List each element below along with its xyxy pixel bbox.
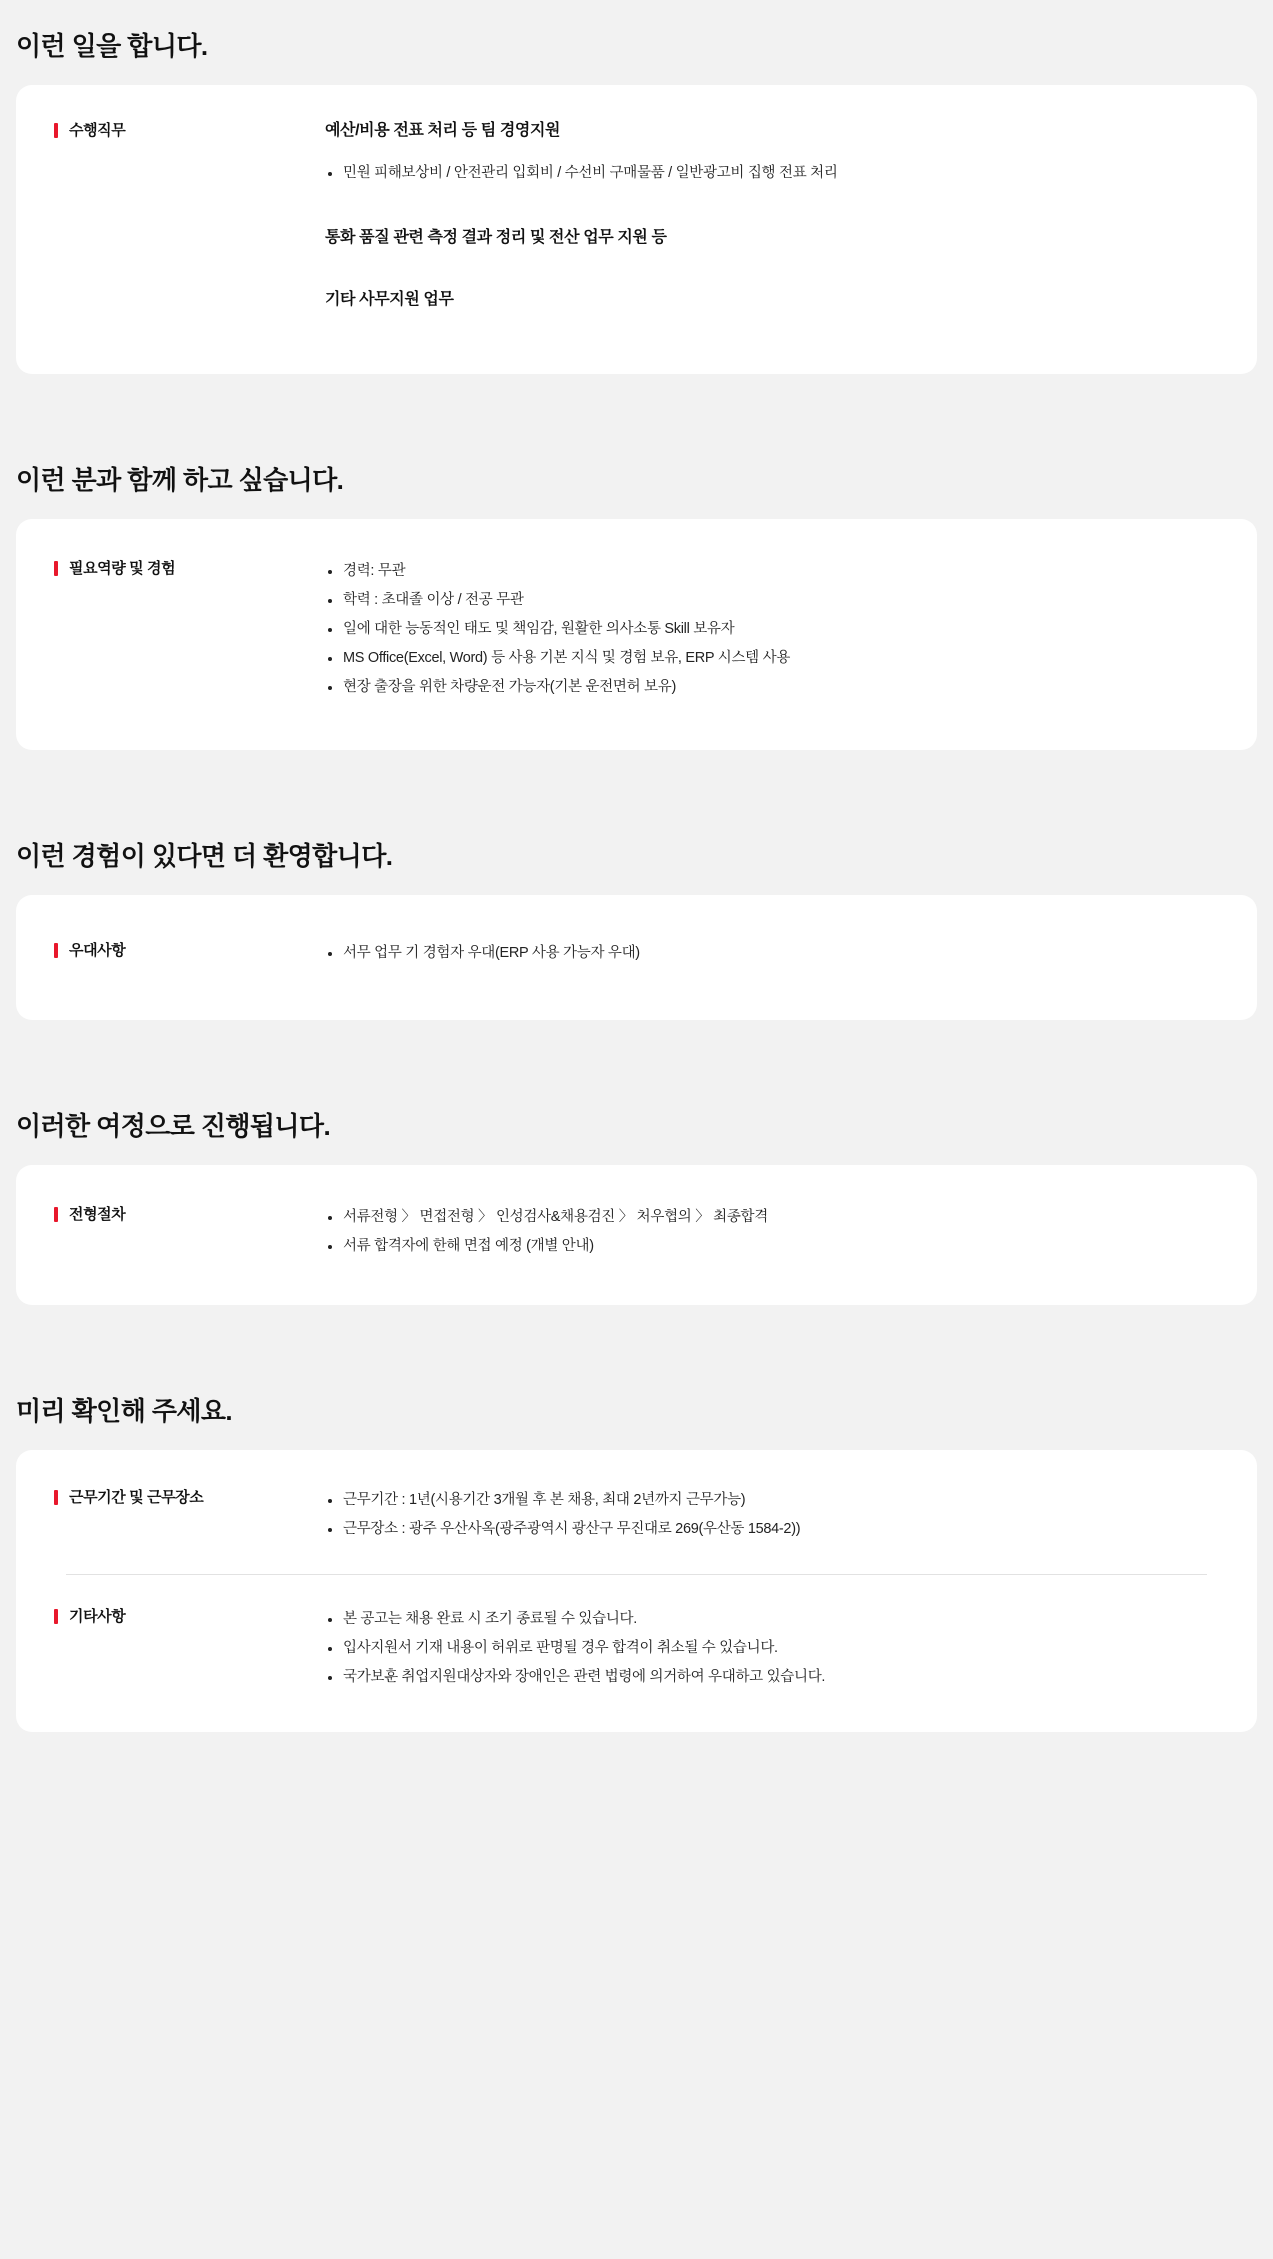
row-worklocation	[54, 1486, 1219, 1544]
list-item: 경력: 무관	[325, 557, 1219, 586]
row-requirements	[54, 557, 1219, 702]
list-item: 일에 대한 능동적인 태도 및 책임감, 원활한 의사소통 Skill 보유자	[325, 615, 1219, 644]
card-preferred	[16, 895, 1257, 1020]
row-label-duties	[54, 119, 319, 141]
section-title-check: 미리 확인해 주세요.	[16, 1396, 232, 1426]
list-item: 서류 합격자에 한해 면접 예정 (개별 안내)	[325, 1232, 1219, 1261]
section-process	[16, 1106, 1257, 1305]
list-item: 근무장소 : 광주 우산사옥(광주광역시 광산구 무진대로 269(우산동 1584-2))	[325, 1515, 1219, 1544]
row-label-text-preferred: 우대사항	[69, 942, 126, 959]
list-item: 본 공고는 채용 완료 시 조기 종료될 수 있습니다.	[325, 1605, 1219, 1634]
card-check	[16, 1450, 1257, 1732]
row-content-process	[319, 1203, 1219, 1261]
row-label-text-worklocation: 근무기간 및 근무장소	[69, 1489, 204, 1506]
duty-heading-1: 예산/비용 전표 처리 등 팀 경영지원	[325, 122, 561, 139]
card-divider	[66, 1574, 1207, 1575]
row-label-text-duties: 수행직무	[69, 122, 126, 139]
worklocation-bullets	[325, 1486, 1219, 1544]
accent-bar-icon	[54, 123, 58, 138]
section-check	[16, 1391, 1257, 1732]
list-item: MS Office(Excel, Word) 등 사용 기본 지식 및 경험 보유, ERP 시스템 사용	[325, 644, 1219, 673]
section-requirements	[16, 460, 1257, 750]
preferred-bullets	[325, 939, 1219, 968]
list-item: 민원 피해보상비 / 안전관리 입회비 / 수선비 구매물품 / 일반광고비 집행 전표 처리	[325, 159, 1219, 188]
section-preferred	[16, 836, 1257, 1020]
section-title-duties: 이런 일을 합니다.	[16, 31, 208, 61]
card-requirements	[16, 519, 1257, 750]
section-title-process: 이러한 여정으로 진행됩니다.	[16, 1111, 331, 1141]
list-item: 입사지원서 기재 내용이 허위로 판명될 경우 합격이 취소될 수 있습니다.	[325, 1634, 1219, 1663]
accent-bar-icon	[54, 1207, 58, 1222]
row-label-text-requirements: 필요역량 및 경험	[69, 560, 176, 577]
accent-bar-icon	[54, 943, 58, 958]
requirement-bullets	[325, 557, 1219, 702]
list-item: 서무 업무 기 경험자 우대(ERP 사용 가능자 우대)	[325, 939, 1219, 968]
row-content-preferred	[319, 939, 1219, 968]
row-content-duties	[319, 119, 1219, 328]
row-label-preferred	[54, 939, 319, 961]
row-process	[54, 1203, 1219, 1261]
row-label-etc	[54, 1605, 319, 1627]
card-process	[16, 1165, 1257, 1305]
list-item: 국가보훈 취업지원대상자와 장애인은 관련 법령에 의거하여 우대하고 있습니다.	[325, 1663, 1219, 1692]
row-label-requirements	[54, 557, 319, 579]
row-duties	[54, 119, 1219, 328]
duty-bullets-1	[325, 159, 1219, 188]
list-item: 서류전형 〉 면접전형 〉 인성검사&채용검진 〉 처우협의 〉 최종합격	[325, 1203, 1219, 1232]
section-title-preferred: 이런 경험이 있다면 더 환영합니다.	[16, 841, 393, 871]
list-item: 근무기간 : 1년(시용기간 3개월 후 본 채용, 최대 2년까지 근무가능)	[325, 1486, 1219, 1515]
etc-bullets	[325, 1605, 1219, 1692]
row-content-etc	[319, 1605, 1219, 1692]
accent-bar-icon	[54, 561, 58, 576]
process-bullets	[325, 1203, 1219, 1261]
row-label-worklocation	[54, 1486, 319, 1508]
accent-bar-icon	[54, 1609, 58, 1624]
row-content-requirements	[319, 557, 1219, 702]
duty-heading-3: 기타 사무지원 업무	[325, 291, 454, 308]
row-label-process	[54, 1203, 319, 1225]
row-label-text-process: 전형절차	[69, 1206, 126, 1223]
list-item: 현장 출장을 위한 차량운전 가능자(기본 운전면허 보유)	[325, 673, 1219, 702]
duty-heading-2: 통화 품질 관련 측정 결과 정리 및 전산 업무 지원 등	[325, 229, 667, 246]
section-title-requirements: 이런 분과 함께 하고 싶습니다.	[16, 465, 344, 495]
accent-bar-icon	[54, 1490, 58, 1505]
row-etc	[54, 1605, 1219, 1692]
card-duties	[16, 85, 1257, 374]
row-label-text-etc: 기타사항	[69, 1608, 126, 1625]
section-duties	[16, 0, 1257, 374]
list-item: 학력 : 초대졸 이상 / 전공 무관	[325, 586, 1219, 615]
row-preferred	[54, 939, 1219, 968]
row-content-worklocation	[319, 1486, 1219, 1544]
